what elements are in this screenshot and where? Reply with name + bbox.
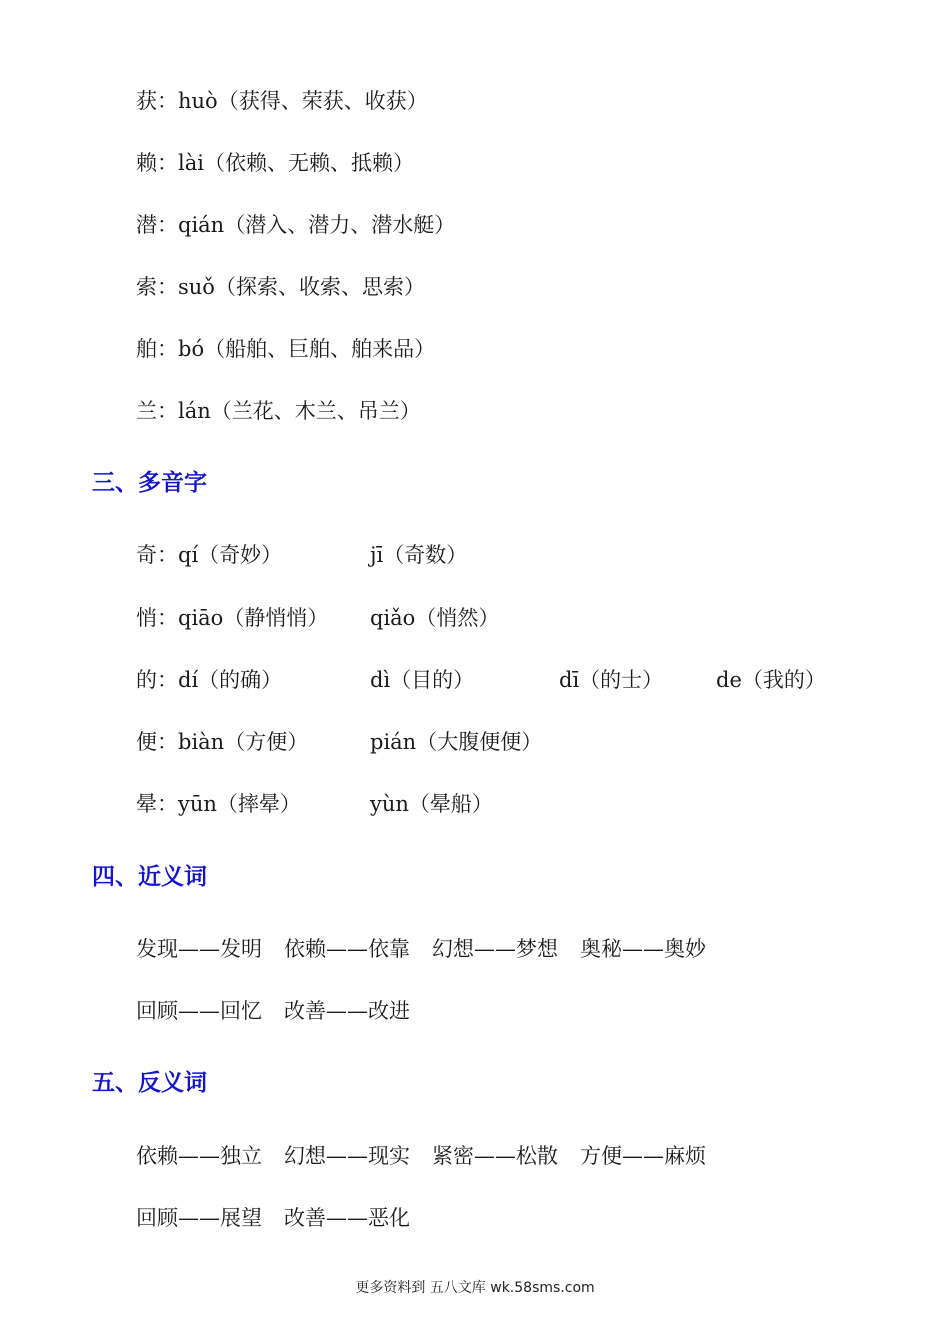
antonym-row (136, 1204, 432, 1232)
polyphone-reading: yùn（晕船） (370, 792, 493, 816)
section-heading-antonyms: 五、反义词 (92, 1070, 207, 1096)
polyphone-reading: de（我的） (716, 668, 826, 692)
synonym-pair: 幻想——梦想 (432, 937, 558, 961)
polyphone-reading: 便：biàn（方便） (136, 730, 309, 754)
polyphone-reading: qiǎo（悄然） (370, 606, 500, 630)
section-heading-synonyms: 四、近义词 (92, 864, 207, 890)
polyphone-row (136, 604, 916, 632)
synonym-pair: 回顾——回忆 (136, 999, 262, 1023)
synonym-pair: 改善——改进 (284, 999, 410, 1023)
vocab-line: 潜：qián（潜入、潜力、潜水艇） (136, 213, 456, 237)
antonym-pair: 依赖——独立 (136, 1144, 262, 1168)
synonym-pair: 发现——发明 (136, 937, 262, 961)
antonym-pair: 幻想——现实 (284, 1144, 410, 1168)
page-footer: 更多资料到 五八文库 wk.58sms.com (355, 1280, 595, 1296)
vocab-line: 兰：lán（兰花、木兰、吊兰） (136, 399, 421, 423)
polyphone-row (136, 790, 916, 818)
polyphone-reading: dì（目的） (370, 668, 475, 692)
polyphone-reading: 奇：qí（奇妙） (136, 543, 283, 567)
antonym-row (136, 1142, 728, 1170)
polyphone-reading: pián（大腹便便） (370, 730, 543, 754)
polyphone-reading: 晕：yūn（摔晕） (136, 792, 301, 816)
vocab-line: 舶：bó（船舶、巨舶、舶来品） (136, 337, 436, 361)
polyphone-row (136, 666, 916, 694)
polyphone-reading: jī（奇数） (370, 543, 468, 567)
polyphone-row (136, 541, 916, 569)
antonym-pair: 方便——麻烦 (580, 1144, 706, 1168)
polyphone-row (136, 728, 916, 756)
antonym-pair: 紧密——松散 (432, 1144, 558, 1168)
vocab-line: 赖：lài（依赖、无赖、抵赖） (136, 151, 414, 175)
vocab-line: 获：huò（获得、荣获、收获） (136, 89, 428, 113)
polyphone-reading: 悄：qiāo（静悄悄） (136, 606, 329, 630)
vocab-line: 索：suǒ（探索、收索、思索） (136, 275, 425, 299)
section-heading-polyphones: 三、多音字 (92, 470, 207, 496)
synonym-row (136, 997, 432, 1025)
antonym-pair: 改善——恶化 (284, 1206, 410, 1230)
polyphone-reading: dī（的士） (559, 668, 664, 692)
synonym-row (136, 935, 728, 963)
antonym-pair: 回顾——展望 (136, 1206, 262, 1230)
polyphone-reading: 的：dí（的确） (136, 668, 283, 692)
synonym-pair: 奥秘——奥妙 (580, 937, 706, 961)
synonym-pair: 依赖——依靠 (284, 937, 410, 961)
